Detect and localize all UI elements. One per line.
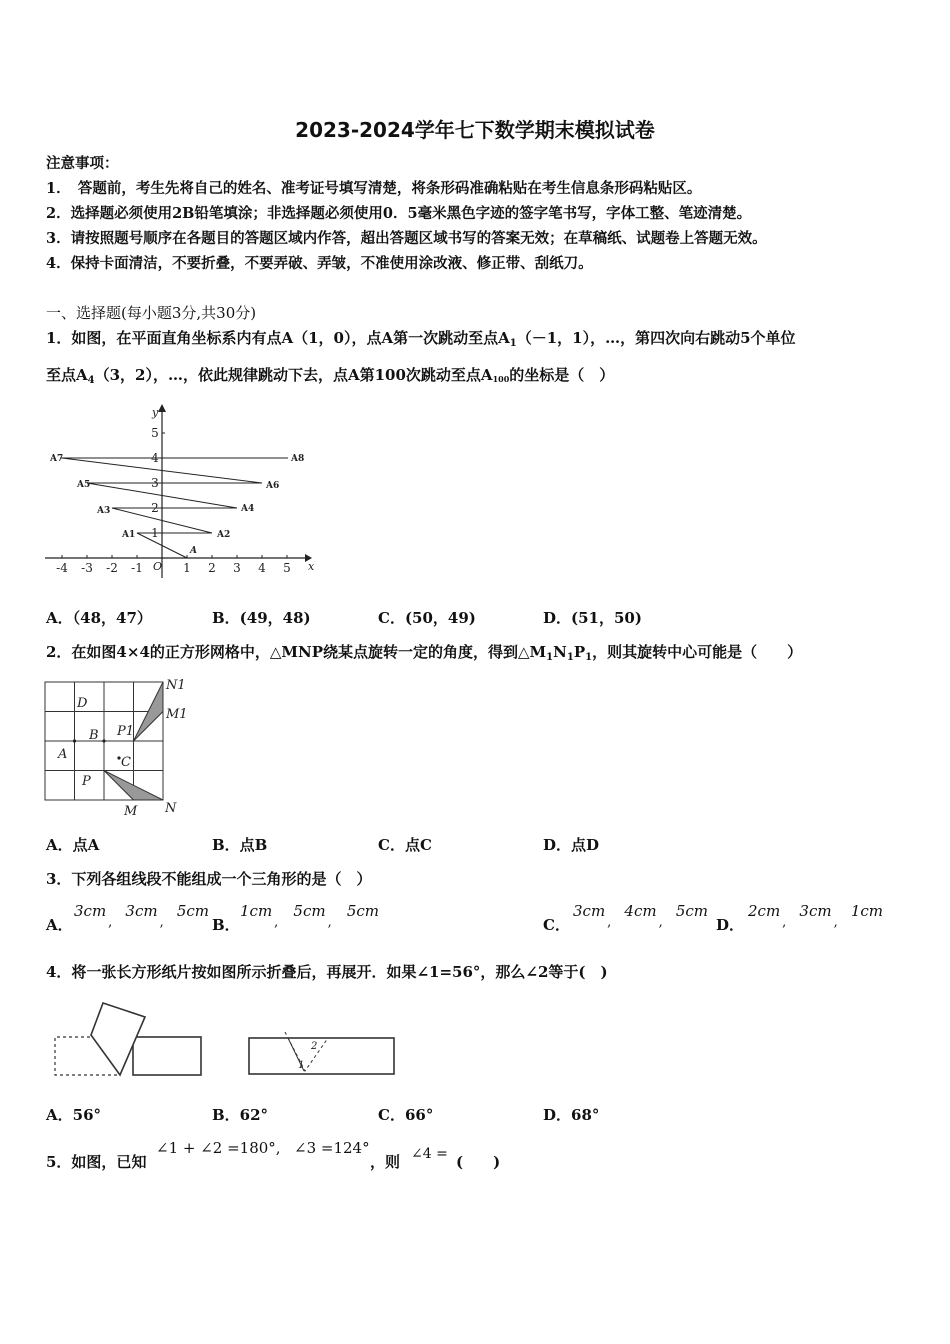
q4-stem: 4．将一张长方形纸片按如图所示折叠后，再展开．如果∠1=56°，那么∠2等于( )	[46, 963, 608, 981]
x-tick-label: -2	[106, 561, 118, 575]
y-tick-label: 1	[151, 526, 159, 540]
point-label-a2: A2	[217, 530, 231, 540]
q2-stem: 2．在如图4×4的正方形网格中，△MNP绕某点旋转一定的角度，得到$\triangle M_1N_1P_1$，则其旋转中心可能是（ ）	[46, 643, 803, 663]
x-tick-label: 2	[208, 561, 216, 575]
q5-stem-mid: ，则	[370, 1153, 401, 1171]
q4-fold-figure	[48, 995, 408, 1085]
q1-option-b: B．(49，48)	[212, 609, 311, 627]
label-p1: P1	[117, 724, 135, 739]
q3-option-d-values: $2cm_,$ $3cm_,$ 1cm	[748, 902, 883, 930]
point-label-a1: A1	[122, 530, 136, 540]
y-axis-label: y	[152, 406, 159, 419]
q3-option-b-letter: B．	[212, 916, 240, 934]
q1-option-d: D．(51，50)	[543, 609, 642, 627]
point-label-a6: A6	[266, 481, 280, 491]
note-item: 4．保持卡面清洁，不要折叠，不要弄破、弄皱，不准使用涂改液、修正带、刮纸刀。	[46, 255, 593, 272]
angle-1-label: 1	[298, 1060, 305, 1071]
x-tick-label: -1	[131, 561, 143, 575]
q3-option-c-letter: C．	[543, 916, 570, 934]
q1-coordinate-graph	[40, 400, 320, 585]
label-n: N	[165, 801, 177, 816]
q5-formula-angles-sum: ∠1 + ∠2 =180°,	[156, 1139, 281, 1157]
x-tick-label: 3	[233, 561, 241, 575]
q3-option-b-values: $1cm_,$ $5cm_,$ 5cm	[240, 902, 379, 930]
unfolded-paper	[249, 1032, 394, 1074]
y-axis-arrow-icon	[158, 404, 166, 412]
q4-option-d: D．68°	[543, 1106, 600, 1124]
q5-formula-angle3: ∠3 =124°	[294, 1139, 370, 1157]
q5-stem-start: 5．如图，已知	[46, 1153, 147, 1171]
q3-option-d-letter: D．	[716, 916, 745, 934]
q3-option-c-values: $3cm_,$ $4cm_,$ 5cm	[573, 902, 708, 930]
point-b-dot	[102, 739, 105, 742]
q4-option-a: A．56°	[46, 1106, 102, 1124]
x-axis-label: x	[308, 560, 315, 573]
q4-option-b: B．62°	[212, 1106, 269, 1124]
q2-grid-figure	[40, 672, 200, 822]
note-item: 1． 答题前，考生先将自己的姓名、准考证号填写清楚，将条形码准确粘贴在考生信息条形码粘贴区。	[46, 180, 702, 197]
q4-option-c: C．66°	[378, 1106, 434, 1124]
label-d: D	[77, 696, 88, 711]
point-label-a7: A7	[50, 454, 64, 464]
point-label-a: A	[190, 546, 197, 556]
origin-label: O	[153, 560, 163, 573]
point-a-dot	[73, 739, 76, 742]
x-tick-label: -3	[81, 561, 93, 575]
x-tick-label: -4	[56, 561, 68, 575]
label-c: C	[121, 755, 131, 770]
y-tick-label: 3	[151, 476, 159, 490]
q5-formula-angle4: ∠4 =	[411, 1146, 448, 1162]
point-label-a4: A4	[241, 504, 255, 514]
note-item: 3．请按照题号顺序在各题目的答题区域内作答，超出答题区域书写的答案无效；在草稿纸、试题卷上答题无效。	[46, 230, 767, 247]
label-m: M	[124, 804, 138, 819]
point-label-a5: A5	[77, 480, 91, 490]
notes-heading: 注意事项：	[46, 155, 119, 172]
page-title: 2023-2024学年七下数学期末模拟试卷	[295, 118, 655, 142]
q1-option-c: C．(50，49)	[378, 609, 476, 627]
y-tick-label: 2	[151, 501, 159, 515]
point-label-a3: A3	[97, 506, 111, 516]
point-label-a8: A8	[291, 454, 305, 464]
q2-option-a: A．点A	[46, 836, 100, 854]
label-n1: N1	[166, 678, 186, 693]
y-tick-label: 5	[151, 426, 159, 440]
angle-2-label: 2	[311, 1041, 318, 1052]
label-a: A	[58, 747, 68, 762]
label-m1: M1	[166, 707, 188, 722]
q2-option-b: B．点B	[212, 836, 268, 854]
x-tick-label: 1	[183, 561, 191, 575]
note-item: 2．选择题必须使用2B铅笔填涂；非选择题必须使用0．5毫米黑色字迹的签字笔书写，字体工整、笔迹清楚。	[46, 205, 752, 222]
q2-option-c: C．点C	[378, 836, 432, 854]
q1-stem-line2: 至点$A_4(3$，2），…，依此规律跳动下去，点A第100次跳动至点$A_{100}$的坐标是（ ）	[46, 366, 615, 386]
q3-stem: 3．下列各组线段不能组成一个三角形的是（ ）	[46, 870, 372, 888]
label-b: B	[89, 728, 99, 743]
q1-stem-line1: 1．如图，在平面直角坐标系内有点A（1，0），点A第一次跳动至点$A_1(-1$，1），…，第四次向右跳动5个单位	[46, 329, 796, 349]
q3-option-a-letter: A．	[46, 916, 73, 934]
q1-option-a: A．（48，47）	[46, 609, 152, 627]
folded-paper	[55, 1003, 201, 1075]
q5-stem-end: ( )	[456, 1153, 501, 1171]
q2-option-d: D．点D	[543, 836, 600, 854]
y-tick-label: 4	[151, 451, 159, 465]
x-tick-label: 4	[258, 561, 266, 575]
label-p: P	[82, 774, 91, 789]
section-heading: 一、选择题(每小题3分,共30分)	[46, 304, 257, 322]
x-tick-label: 5	[283, 561, 291, 575]
q3-option-a-values: $3cm_,$ $3cm_,$ 5cm	[74, 902, 209, 930]
